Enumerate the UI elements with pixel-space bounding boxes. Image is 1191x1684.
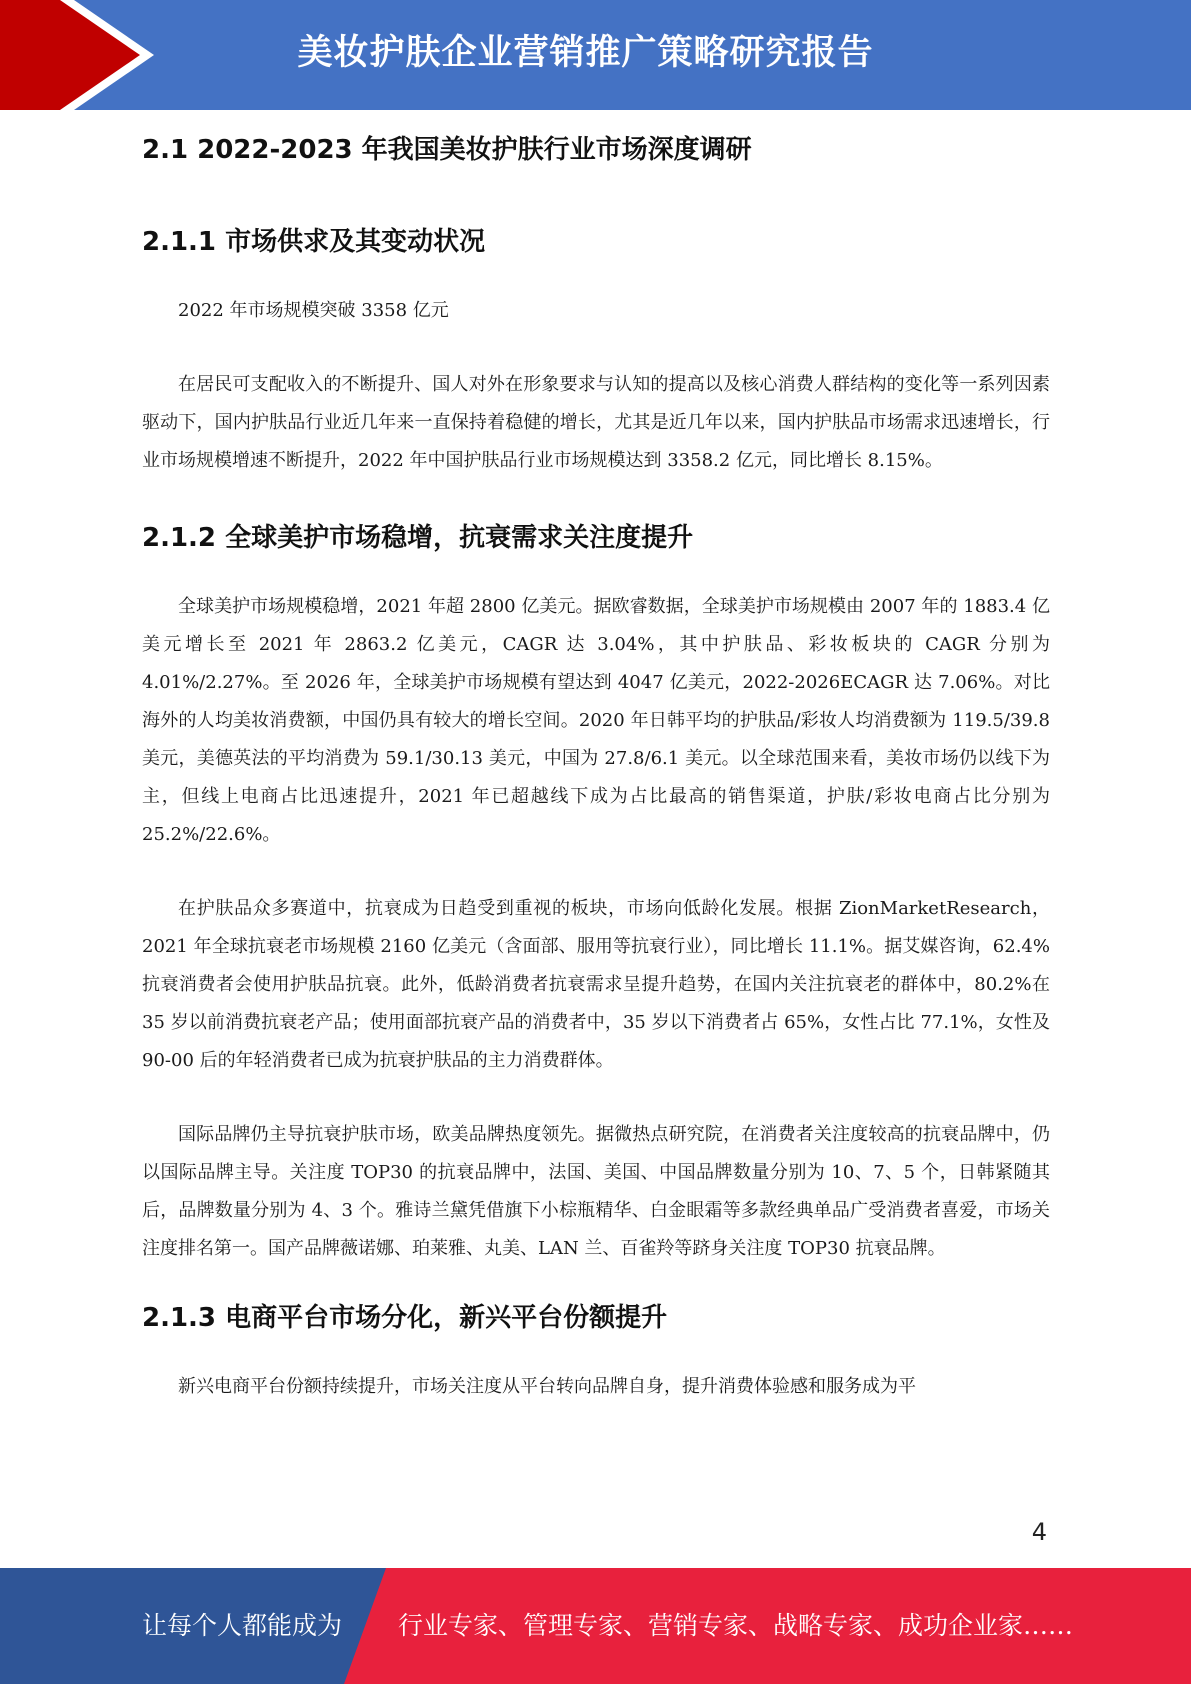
header-banner [0, 0, 1191, 110]
subsection-heading-2-1-1: 2.1.1 市场供求及其变动状况 [142, 227, 486, 257]
section-heading: 2.1 2022-2023 年我国美妆护肤行业市场深度调研 [142, 135, 752, 165]
header-red-arrow-shape [0, 0, 150, 110]
report-title: 美妆护肤企业营销推广策略研究报告 [297, 33, 874, 73]
document-body [142, 130, 1050, 1442]
paragraph: 在护肤品众多赛道中，抗衰成为日趋受到重视的板块，市场向低龄化发展。根据 ZionMarketResearch，2021 年全球抗衰老市场规模 2160 亿美元（含面部、服用等抗衰行业），同比增长 11.1%。据艾媒咨询，62.4%抗衰消费者会使用护肤品抗衰。此外，低龄消费者抗衰需求呈提升趋势，在国内关注抗衰老的群体中，80.2%在 35 岁以前消费抗衰老产品；使用面部抗衰产品的消费者中，35 岁以下消费者占 65%，女性占比 77.1%，女性及 90-00 后的年轻消费者已成为抗衰护肤品的主力消费群体。 [142, 898, 1050, 1071]
subsection-heading-2-1-3: 2.1.3 电商平台市场分化，新兴平台份额提升 [142, 1303, 668, 1333]
paragraph: 新兴电商平台份额持续提升，市场关注度从平台转向品牌自身，提升消费体验感和服务成为平 [178, 1376, 916, 1397]
footer-banner [0, 1568, 1191, 1684]
footer-slogan-right: 行业专家、管理专家、营销专家、战略专家、成功企业家…… [398, 1611, 1074, 1640]
lead-sentence: 2022 年市场规模突破 3358 亿元 [178, 300, 449, 321]
subsection-heading-2-1-2: 2.1.2 全球美护市场稳增，抗衰需求关注度提升 [142, 523, 694, 553]
paragraph: 在居民可支配收入的不断提升、国人对外在形象要求与认知的提高以及核心消费人群结构的变化等一系列因素驱动下，国内护肤品行业近几年来一直保持着稳健的增长，尤其是近几年以来，国内护肤品市场需求迅速增长，行业市场规模增速不断提升，2022 年中国护肤品行业市场规模达到 3358.2 亿元，同比增长 8.15%。 [142, 374, 1050, 471]
footer-slogan-left: 让每个人都能成为 [142, 1611, 343, 1640]
paragraph: 全球美护市场规模稳增，2021 年超 2800 亿美元。据欧睿数据，全球美护市场规模由 2007 年的 1883.4 亿美元增长至 2021 年 2863.2 亿美元，CAGR 达 3.04%，其中护肤品、彩妆板块的 CAGR 分别为 4.01%/2.27%。至 2026 年，全球美护市场规模有望达到 4047 亿美元，2022-2026ECAGR 达 7.06%。对比海外的人均美妆消费额，中国仍具有较大的增长空间。2020 年日韩平均的护肤品/彩妆人均消费额为 119.5/39.8 美元，美德英法的平均消费为 59.1/30.13 美元，中国为 27.8/6.1 美元。以全球范围来看，美妆市场仍以线下为主，但线上电商占比迅速提升，2021 年已超越线下成为占比最高的销售渠道，护肤/彩妆电商占比分别为 25.2%/22.6%。 [142, 596, 1050, 845]
paragraph: 国际品牌仍主导抗衰护肤市场，欧美品牌热度领先。据微热点研究院，在消费者关注度较高的抗衰品牌中，仍以国际品牌主导。关注度 TOP30 的抗衰品牌中，法国、美国、中国品牌数量分别为 10、7、5 个，日韩紧随其后，品牌数量分别为 4、3 个。雅诗兰黛凭借旗下小棕瓶精华、白金眼霜等多款经典单品广受消费者喜爱，市场关注度排名第一。国产品牌薇诺娜、珀莱雅、丸美、LAN 兰、百雀羚等跻身关注度 TOP30 抗衰品牌。 [142, 1124, 1050, 1259]
page-number: 4 [1031, 1518, 1047, 1546]
